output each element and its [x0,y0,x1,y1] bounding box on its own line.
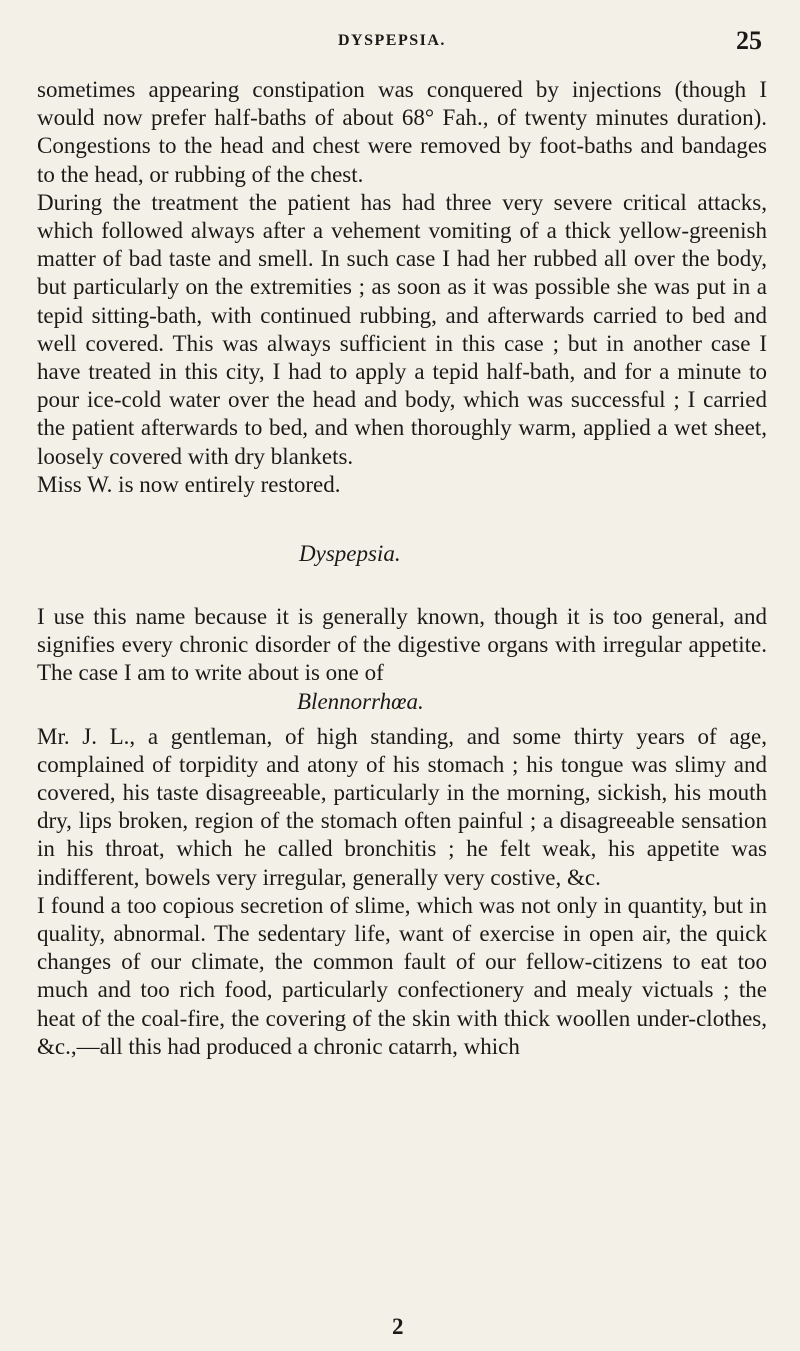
body-text [37,76,767,1061]
paragraph: I found a too copious secretion of slime, which was not only in quantity, but in quality, abnormal. The sedentary life, want of exercise in open air, the quick changes of our climate, the common fault of our fellow-citizens to eat too much and too rich food, particularly confectionery and mealy victuals ; the heat of the coal-fire, the covering of the skin with thick woollen under-clothes, &c.,—all this had produced a chronic catarrh, which [37,892,767,1059]
paragraph: Miss W. is now entirely restored. [37,471,341,497]
paragraph: During the treatment the patient has had three very severe critical attacks, which followed always after a vehement vomiting of a thick yellow-greenish matter of bad taste and smell. In such case I had her rubbed all over the body, but particularly on the extremities ; as soon as it was possible she was put in a tepid sitting-bath, with continued rubbing, and afterwards carried to bed and well covered. This was always sufficient in this case ; but in another case I have treated in this city, I had to apply a tepid half-bath, and for a minute to pour ice-cold water over the head and body, which was successful ; I carried the patient afterwards to bed, and when thoroughly warm, applied a wet sheet, loosely covered with dry blankets. [37,189,767,469]
running-head [0,26,800,56]
paragraph: sometimes appearing constipation was conquered by injections (though I would now prefer half-baths of about 68° Fah., of twenty minutes duration). Congestions to the head and chest were removed by foot-baths and bandages to the head, or rubbing of the chest. [37,77,767,187]
section-heading: Dyspepsia. [299,541,401,567]
paragraph: I use this name because it is generally known, though it is too general, and signifies every chronic disorder of the digestive organs with irregular appetite. The case I am to write about is one of [37,604,767,686]
signature-mark: 2 [392,1314,404,1339]
page-number: 25 [736,26,762,55]
subsection-heading: Blennorrhœa. [297,688,424,714]
running-title: DYSPEPSIA. [338,32,446,49]
paragraph: Mr. J. L., a gentleman, of high standing, and some thirty years of age, complained of torpidity and atony of his stomach ; his tongue was slimy and covered, his taste disagreeable, particularly in the morning, sickish, his mouth dry, lips broken, region of the stomach often painful ; a disagreeable sensation in his throat, which he called bronchitis ; he felt weak, his appetite was indifferent, bowels very irregular, generally very costive, &c. [37,723,767,890]
